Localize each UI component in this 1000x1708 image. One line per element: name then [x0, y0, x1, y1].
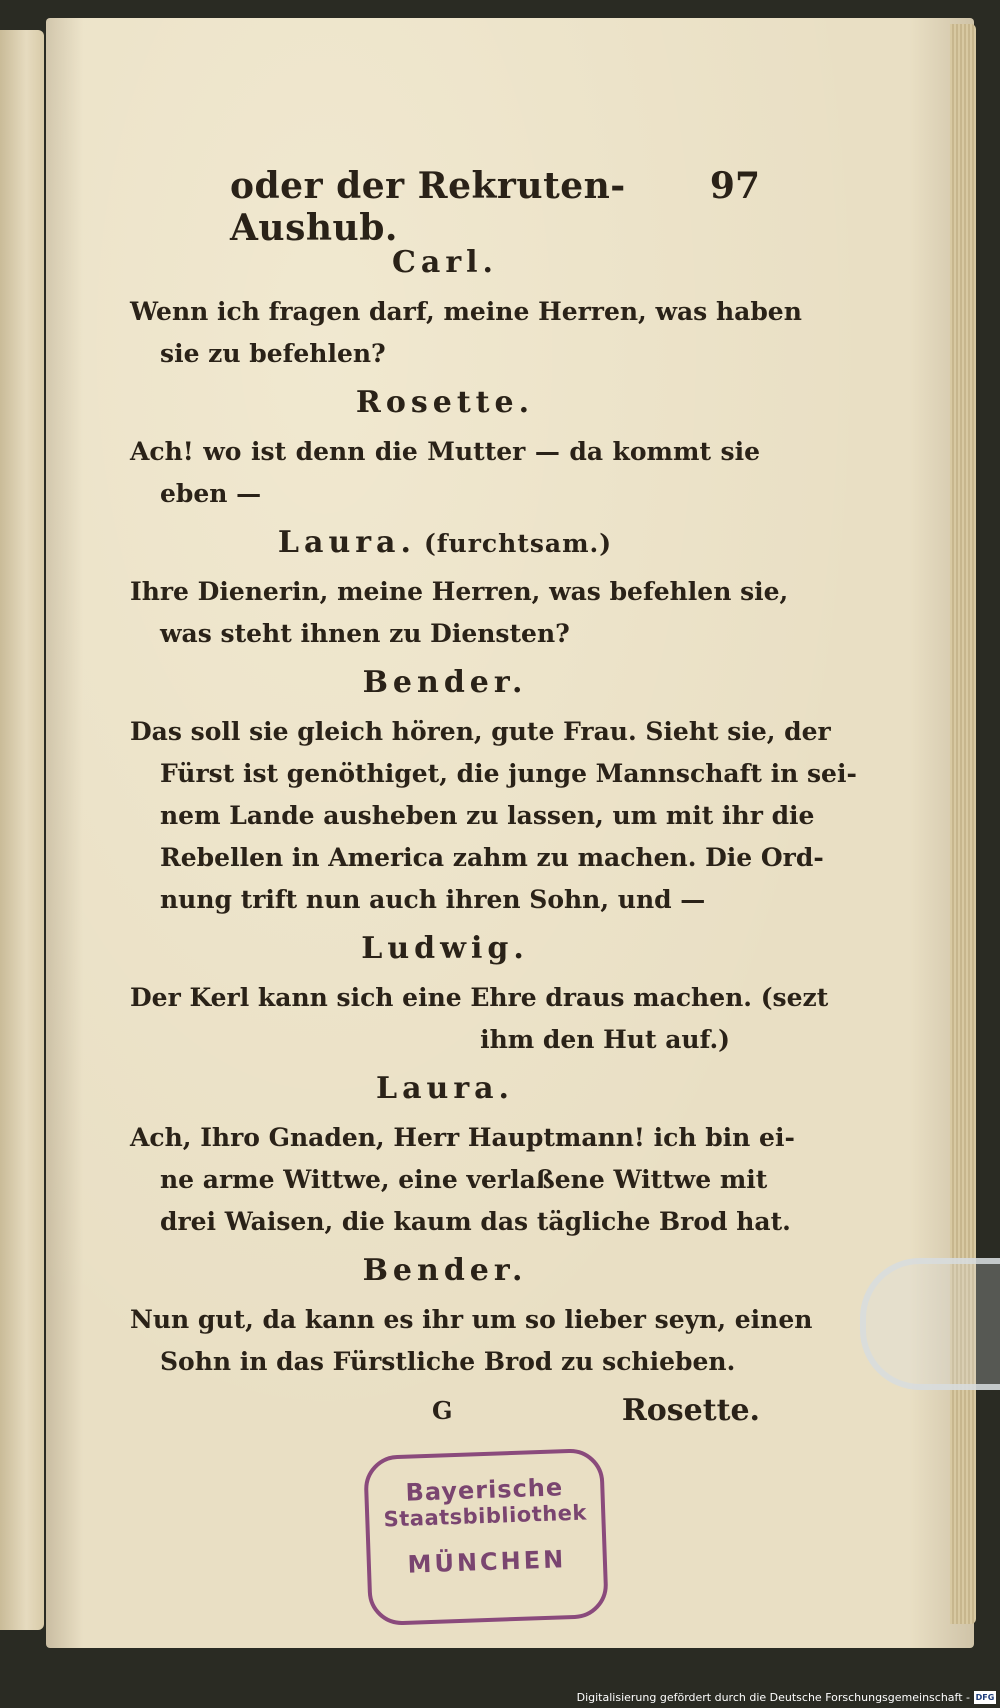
speaker-name: Bender. — [362, 1253, 528, 1288]
text-line: nem Lande ausheben zu lassen, um mit ihr die — [160, 801, 815, 830]
stamp-line: MÜNCHEN — [407, 1545, 567, 1579]
digitization-credit-bar — [0, 1686, 1000, 1708]
speaker-name: Carl. — [392, 245, 498, 280]
speaker-heading — [130, 921, 760, 977]
text-line: Das soll sie gleich hören, gute Frau. Sieht sie, der — [130, 717, 831, 746]
speaker-name: Laura. — [375, 1071, 515, 1106]
text-line: drei Waisen, die kaum das tägliche Brod hat. — [160, 1207, 791, 1236]
stage-direction: (furchtsam.) — [423, 529, 613, 558]
running-head — [130, 165, 760, 249]
page-number: 97 — [709, 165, 760, 207]
page-text — [130, 165, 857, 1439]
previous-page-edge — [0, 30, 44, 1630]
running-title: oder der Rekruten-Aushub. — [230, 165, 626, 249]
speaker-heading — [130, 1061, 760, 1117]
speaker-name: Rosette. — [355, 385, 535, 420]
text-line: Ihre Dienerin, meine Herren, was befehlen sie, — [130, 577, 789, 606]
text-line: eben — — [160, 479, 262, 508]
text-line: sie zu befehlen? — [160, 339, 386, 368]
speaker-heading — [130, 515, 760, 571]
text-line: Der Kerl kann sich eine Ehre draus machen. (sezt — [130, 983, 829, 1012]
text-line: Ach, Ihro Gnaden, Herr Hauptmann! ich bin ei- — [130, 1123, 795, 1152]
stamp-line: Staatsbibliothek — [383, 1500, 588, 1532]
text-line: ne arme Wittwe, eine verlaßene Wittwe mit — [160, 1165, 768, 1194]
signature-mark: G — [432, 1396, 453, 1425]
stamp-line: Bayerische — [405, 1473, 564, 1507]
library-stamp — [363, 1448, 609, 1626]
text-line: nung trift nun auch ihren Sohn, und — — [160, 885, 706, 914]
speaker-heading — [130, 375, 760, 431]
text-line: Nun gut, da kann es ihr um so lieber seyn, einen — [130, 1305, 813, 1334]
catchword: Rosette. — [621, 1393, 760, 1428]
speaker-name: Bender. — [362, 665, 528, 700]
page-footer — [130, 1383, 760, 1439]
page-clip — [860, 1258, 1000, 1390]
text-line: Rebellen in America zahm zu machen. Die Ord- — [160, 843, 824, 872]
speaker-name: Ludwig. — [361, 931, 529, 966]
text-line: Fürst ist genöthiget, die junge Mannschaft in sei- — [160, 759, 857, 788]
text-line: ihm den Hut auf.) — [480, 1025, 730, 1054]
text-line: Sohn in das Fürstliche Brod zu schieben. — [160, 1347, 736, 1376]
text-line: was steht ihnen zu Diensten? — [160, 619, 570, 648]
speaker-heading — [130, 655, 760, 711]
text-line: Ach! wo ist denn die Mutter — da kommt sie — [130, 437, 760, 466]
credit-text: Digitalisierung gefördert durch die Deutsche Forschungsgemeinschaft - — [576, 1690, 970, 1704]
speaker-name: Laura. — [277, 525, 416, 560]
dfg-logo-icon: DFG — [975, 1692, 995, 1702]
speaker-heading — [130, 1243, 760, 1299]
text-line: Wenn ich fragen darf, meine Herren, was haben — [130, 297, 802, 326]
